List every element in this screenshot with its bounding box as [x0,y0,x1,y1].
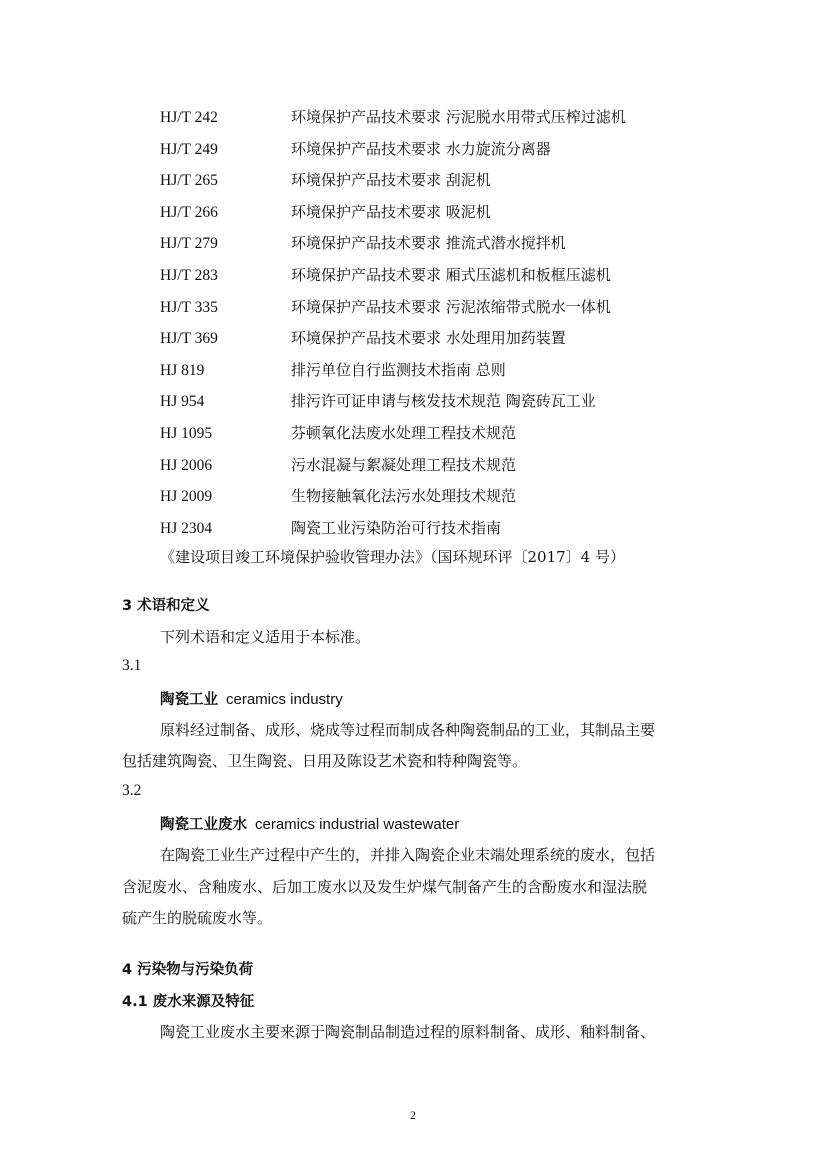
standard-row [160,418,740,450]
section-3-heading: 3 术语和定义 [122,598,210,614]
section-4-1-heading: 4.1 废水来源及特征 [122,994,255,1010]
term-3-2-definition-line-2: 含泥废水、含釉废水、后加工废水以及发生炉煤气制备产生的含酚废水和湿法脱 [122,878,648,896]
standard-code: HJ 2304 [160,519,213,537]
standard-row [160,102,740,134]
standard-row [160,292,740,324]
regulation-reference: 《建设项目竣工环境保护验收管理办法》（国环规环评〔2017〕4 号） [160,548,625,566]
standard-code: HJ 954 [160,393,205,411]
standard-code: HJ/T 249 [160,140,218,158]
term-3-1-en: ceramics industry [226,691,343,708]
standard-row [160,197,740,229]
term-3-1-cn: 陶瓷工业 [160,692,218,708]
standard-title: 排污许可证申请与核发技术规范 陶瓷砖瓦工业 [291,392,596,411]
standard-row [160,134,740,166]
standard-row [160,386,740,418]
standard-row [160,513,740,545]
term-3-1-definition-line-1: 原料经过制备、成形、烧成等过程而制成各种陶瓷制品的工业，其制品主要 [160,721,656,739]
standard-code: HJ 2006 [160,456,213,474]
standard-row [160,450,740,482]
standard-title: 环境保护产品技术要求 水处理用加药装置 [291,329,566,348]
term-3-1-definition-line-2: 包括建筑陶瓷、卫生陶瓷、日用及陈设艺术瓷和特种陶瓷等。 [122,752,528,770]
standard-code: HJ/T 265 [160,172,218,190]
standard-title: 芬顿氧化法废水处理工程技术规范 [291,423,517,442]
section-4-heading: 4 污染物与污染负荷 [122,962,254,978]
standard-code: HJ 1095 [160,424,213,442]
standard-title: 污水混凝与絮凝处理工程技术规范 [291,455,517,474]
standard-row [160,355,740,387]
term-3-1-name [160,688,343,709]
term-3-2-definition-line-1: 在陶瓷工业生产过程中产生的，并排入陶瓷企业末端处理系统的废水，包括 [160,846,656,864]
standard-row [160,323,740,355]
standard-code: HJ 2009 [160,488,213,506]
standard-code: HJ/T 369 [160,330,218,348]
term-3-2-en: ceramics industrial wastewater [255,816,460,833]
standard-title: 排污单位自行监测技术指南 总则 [291,360,506,379]
standard-row [160,481,740,513]
page-number: 2 [410,1108,416,1122]
term-3-2-definition-line-3: 硫产生的脱硫废水等。 [122,909,273,927]
standard-code: HJ/T 283 [160,266,218,284]
standard-title: 环境保护产品技术要求 污泥脱水用带式压榨过滤机 [291,108,626,126]
standard-row [160,260,740,292]
term-3-2-cn: 陶瓷工业废水 [160,817,247,833]
section-4-1-paragraph: 陶瓷工业废水主要来源于陶瓷制品制造过程的原料制备、成形、釉料制备、 [160,1023,656,1041]
standard-title: 环境保护产品技术要求 刮泥机 [291,171,491,190]
standard-title: 环境保护产品技术要求 水力旋流分离器 [291,139,551,158]
standard-code: HJ/T 279 [160,235,218,253]
standard-title: 陶瓷工业污染防治可行技术指南 [291,518,502,537]
standard-code: HJ 819 [160,361,205,379]
standard-row [160,228,740,260]
standard-code: HJ/T 335 [160,298,218,316]
standard-title: 环境保护产品技术要求 吸泥机 [291,202,491,221]
standard-title: 环境保护产品技术要求 推流式潜水搅拌机 [291,234,566,253]
term-3-2-name [160,813,459,834]
section-3-intro: 下列术语和定义适用于本标准。 [160,628,371,646]
standard-title: 环境保护产品技术要求 污泥浓缩带式脱水一体机 [291,297,611,316]
standard-code: HJ/T 242 [160,109,218,126]
standard-title: 环境保护产品技术要求 厢式压滤机和板框压滤机 [291,265,611,284]
standard-code: HJ/T 266 [160,203,218,221]
standard-row [160,165,740,197]
term-3-2-number: 3.2 [122,782,142,799]
referenced-standards-list [160,102,740,544]
standard-title: 生物接触氧化法污水处理技术规范 [291,487,517,506]
term-3-1-number: 3.1 [122,657,142,674]
